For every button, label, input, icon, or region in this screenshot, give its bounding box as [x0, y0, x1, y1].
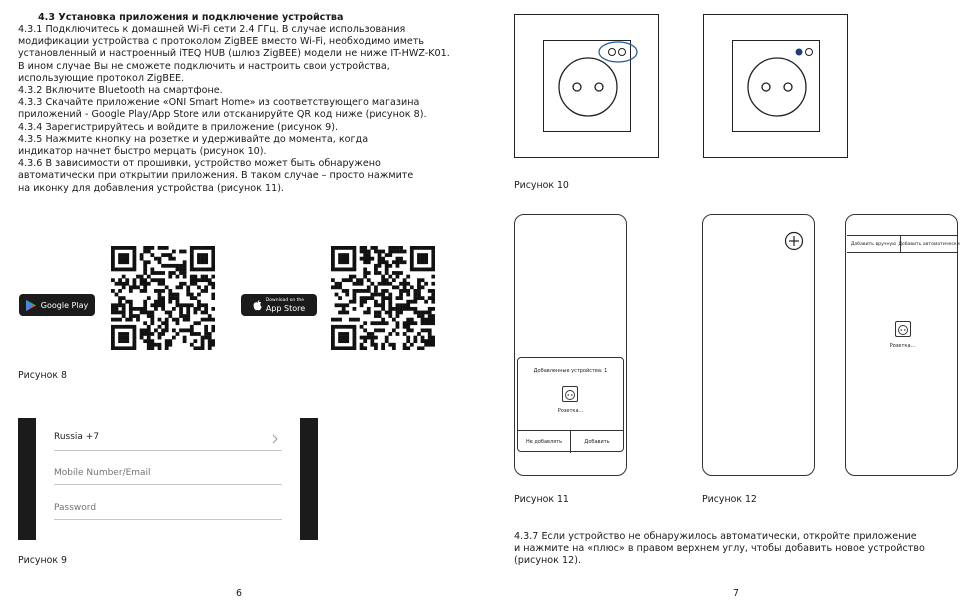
- figure-12-caption: Рисунок 12: [702, 494, 757, 505]
- text-line: 4.3.5 Нажмите кнопку на розетке и удерживайте до момента, когда: [18, 133, 369, 145]
- device-name: Розетка...: [889, 343, 916, 349]
- qr-code-app-store: [331, 246, 435, 350]
- dialog-title: Добавленные устройства: 1: [533, 368, 608, 374]
- add-button[interactable]: Добавить: [571, 430, 623, 453]
- page-number-left: 6: [236, 588, 242, 599]
- text-line: 4.3.2 Включите Bluetooth на смартфоне.: [18, 85, 223, 97]
- plus-circle-icon[interactable]: [784, 231, 804, 251]
- phone-screen-fig11: [514, 214, 627, 476]
- country-label: Russia +7: [54, 432, 100, 442]
- text-line: (рисунок 12).: [514, 555, 582, 567]
- text-line: В ином случае Вы не сможете подключить и настроить свои устройства,: [18, 60, 390, 72]
- figure-9-caption: Рисунок 9: [18, 555, 67, 566]
- password-input[interactable]: [54, 497, 282, 520]
- figure-10-caption: Рисунок 10: [514, 180, 569, 191]
- login-screen-figure: [18, 418, 318, 540]
- text-line: приложений - Google Play/App Store или отсканируйте QR код ниже (рисунок 8).: [18, 109, 427, 121]
- text-line: автоматически при открытии приложения. В таком случае – просто нажмите: [18, 170, 414, 182]
- socket-panel-blinking: [703, 14, 848, 158]
- text-line: 4.3.4 Зарегистрируйтесь и войдите в приложение (рисунок 9).: [18, 121, 339, 133]
- instruction-4-3-7: [514, 531, 925, 568]
- phone-screen-fig12: [702, 214, 815, 476]
- instructions-text: [18, 24, 450, 195]
- text-line: установленный и настроенный iTEQ HUB (шлюз ZigBEE) модели не ниже IT-HWZ-K01.: [18, 48, 450, 60]
- app-store-badge[interactable]: [241, 294, 317, 316]
- add-auto-tab[interactable]: Добавить автоматически: [901, 235, 957, 253]
- text-line: использующие протокол ZigBEE.: [18, 72, 185, 84]
- google-play-badge[interactable]: [19, 294, 95, 316]
- text-line: модификации устройства с протоколом ZigBEE вместо Wi-Fi, необходимо иметь: [18, 36, 425, 48]
- chevron-right-icon: [272, 434, 278, 444]
- socket-icon: [563, 388, 577, 402]
- app-store-label: App Store: [265, 304, 306, 313]
- section-heading: 4.3 Установка приложения и подключение устройства: [38, 12, 344, 23]
- text-line: 4.3.6 В зависимости от прошивки, устройство может быть обнаружено: [18, 158, 381, 170]
- app-store-small-label: Download on the: [265, 298, 305, 303]
- add-manual-tab[interactable]: Добавить вручную: [847, 235, 901, 253]
- phone-screen-add-device: [845, 214, 958, 476]
- auto-discovery-dialog: [517, 357, 624, 452]
- country-selector[interactable]: [54, 428, 282, 451]
- page-number-right: 7: [733, 588, 739, 599]
- google-play-icon: [26, 300, 36, 311]
- socket-outlet-icon: [742, 52, 812, 122]
- figure-8-caption: Рисунок 8: [18, 370, 67, 381]
- phone-frame-left: [18, 418, 36, 540]
- qr-code-google-play: [111, 246, 215, 350]
- text-line: индикатор начнет быстро мерцать (рисунок 10).: [18, 146, 267, 158]
- text-line: 4.3.3 Скачайте приложение «ONI Smart Home» из соответствующего магазина: [18, 97, 420, 109]
- text-line: на иконку для добавления устройства (рисунок 11).: [18, 182, 284, 194]
- text-line: 4.3.1 Подключитесь к домашней Wi-Fi сети 2.4 ГГц. В случае использования: [18, 24, 406, 35]
- device-tile[interactable]: [562, 386, 578, 402]
- text-line: 4.3.7 Если устройство не обнаружилось автоматически, откройте приложение: [514, 531, 917, 542]
- phone-frame-right: [300, 418, 318, 540]
- dont-add-button[interactable]: Не добавлять: [518, 430, 571, 453]
- figure-11-caption: Рисунок 11: [514, 494, 569, 505]
- indicator-led-icon: [792, 45, 816, 59]
- socket-panel-highlighted: [514, 14, 659, 158]
- socket-icon: [896, 323, 910, 337]
- phone-email-input[interactable]: [54, 462, 282, 485]
- device-tile[interactable]: [895, 321, 911, 337]
- indicator-highlight-icon: [597, 39, 639, 65]
- device-name: Розетка...: [557, 408, 584, 414]
- text-line: и нажмите на «плюс» в правом верхнем углу, чтобы добавить новое устройство: [514, 543, 925, 555]
- apple-icon: [253, 300, 262, 311]
- google-play-label: Google Play: [40, 300, 89, 310]
